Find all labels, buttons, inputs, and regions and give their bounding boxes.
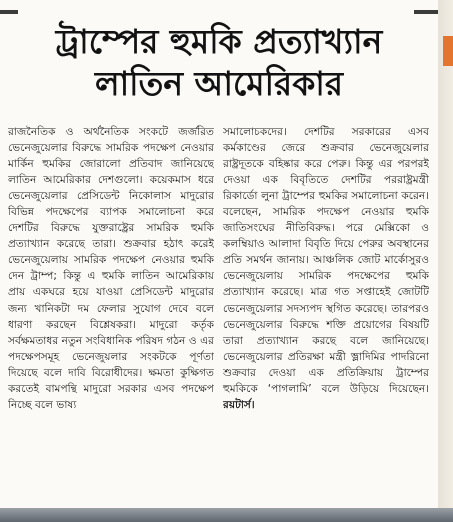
adjacent-page-accent (443, 36, 453, 66)
adjacent-page-edge (438, 0, 453, 508)
column-2-text: সমালোচকদের। দেশটির সরকারের এসব কর্মকাণ্ডের জেরে শুক্রবার ভেনেজুয়েলার রাষ্ট্রদূতকে বহিষ্কার করে পেরু। কিন্তু এর পরপরই দেওয়া এক বিবৃতিতে দেশটির পররাষ্ট্রমন্ত্রী রিকার্ডো লুনা ট্রাম্পের হুমকির সমালোচনা করেন। বলেছেন, সামরিক পদক্ষেপ নেওয়ার হুমকি জাতিসংঘের নীতিবিরুদ্ধ। পরে মেক্সিকো ও কলম্বিয়াও আলাদা বিবৃতি দিয়ে পেরুর অবস্থানের প্রতি সমর্থন জানায়। আঞ্চলিক জোট মার্কোসুরও ভেনেজুয়েলায় সামরিক পদক্ষেপের হুমকি প্রত্যাখ্যান করেছে। মাত্র গত সপ্তাহেই জোটটি ভেনেজুয়েলার সদস্যপদ স্থগিত করেছে। তারপরও ভেনেজুয়েলার বিরুদ্ধে শক্তি প্রয়োগের বিষয়টি তারা প্রত্যাখ্যান করছে বলে জানিয়েছে। ভেনেজুয়েলার প্রতিরক্ষা মন্ত্রী ভ্লাদিমির পাদরিনো শুক্রবার দেওয়া এক প্রতিক্রিয়ায় ট্রাম্পের হুমকিকে ‘পাগলামি’ বলে উড়িয়ে দিয়েছেন। (223, 126, 429, 395)
headline-rule-left (0, 10, 18, 14)
headline-rule-right (414, 10, 438, 14)
headline-line-2: লাতিন আমেরিকার (94, 64, 344, 103)
article-column-right (223, 124, 429, 506)
article-column-left (8, 124, 214, 506)
source-credit: রয়টার্স। (223, 398, 255, 411)
article-headline (0, 22, 438, 106)
bottom-shadow-strip (0, 508, 453, 522)
headline-line-1: ট্রাম্পের হুমকি প্রত্যাখ্যান (55, 22, 383, 61)
column-1-text: রাজনৈতিক ও অর্থনৈতিক সংকটে জর্জরিত ভেনেজুয়েলার বিরুদ্ধে সামরিক পদক্ষেপ নেওয়ার মার্কিন হুমকির জোরালো প্রতিবাদ জানিয়েছে লাতিন আমেরিকার দেশগুলো। কয়েকমাস ধরে ভেনেজুয়েলার প্রেসিডেন্ট নিকোলাস মাদুরোর বিভিন্ন পদক্ষেপের ব্যাপক সমালোচনা করে দেশটির বিরুদ্ধে যুক্তরাষ্ট্রের সামরিক হুমকি প্রত্যাখ্যান করেছে তারা। শুক্রবার হঠাৎ করেই ভেনেজুয়েলায় সামরিক পদক্ষেপ নেওয়ার হুমকি দেন ট্রাম্প; কিন্তু এ হুমকি লাতিন আমেরিকায় প্রায় একঘরে হয়ে যাওয়া প্রেসিডেন্ট মাদুরোর জন্য খানিকটা দম ফেলার সুযোগ দেবে বলে ধারণা করছেন বিশ্লেষকরা। মাদুরো কর্তৃক সর্বক্ষমতাধর নতুন সংবিধানিক পরিষদ গঠন ও এর পদক্ষেপসমূহ ভেনেজুয়লার সংকটকে পূর্ণতা দিয়েছে বলে দাবি বিরোধীদের। ক্ষমতা কুক্ষিগত করতেই বামপন্থি মাদুরো সরকার এসব পদক্ষেপ নিচ্ছে বলে ভাষ্য (8, 126, 214, 411)
